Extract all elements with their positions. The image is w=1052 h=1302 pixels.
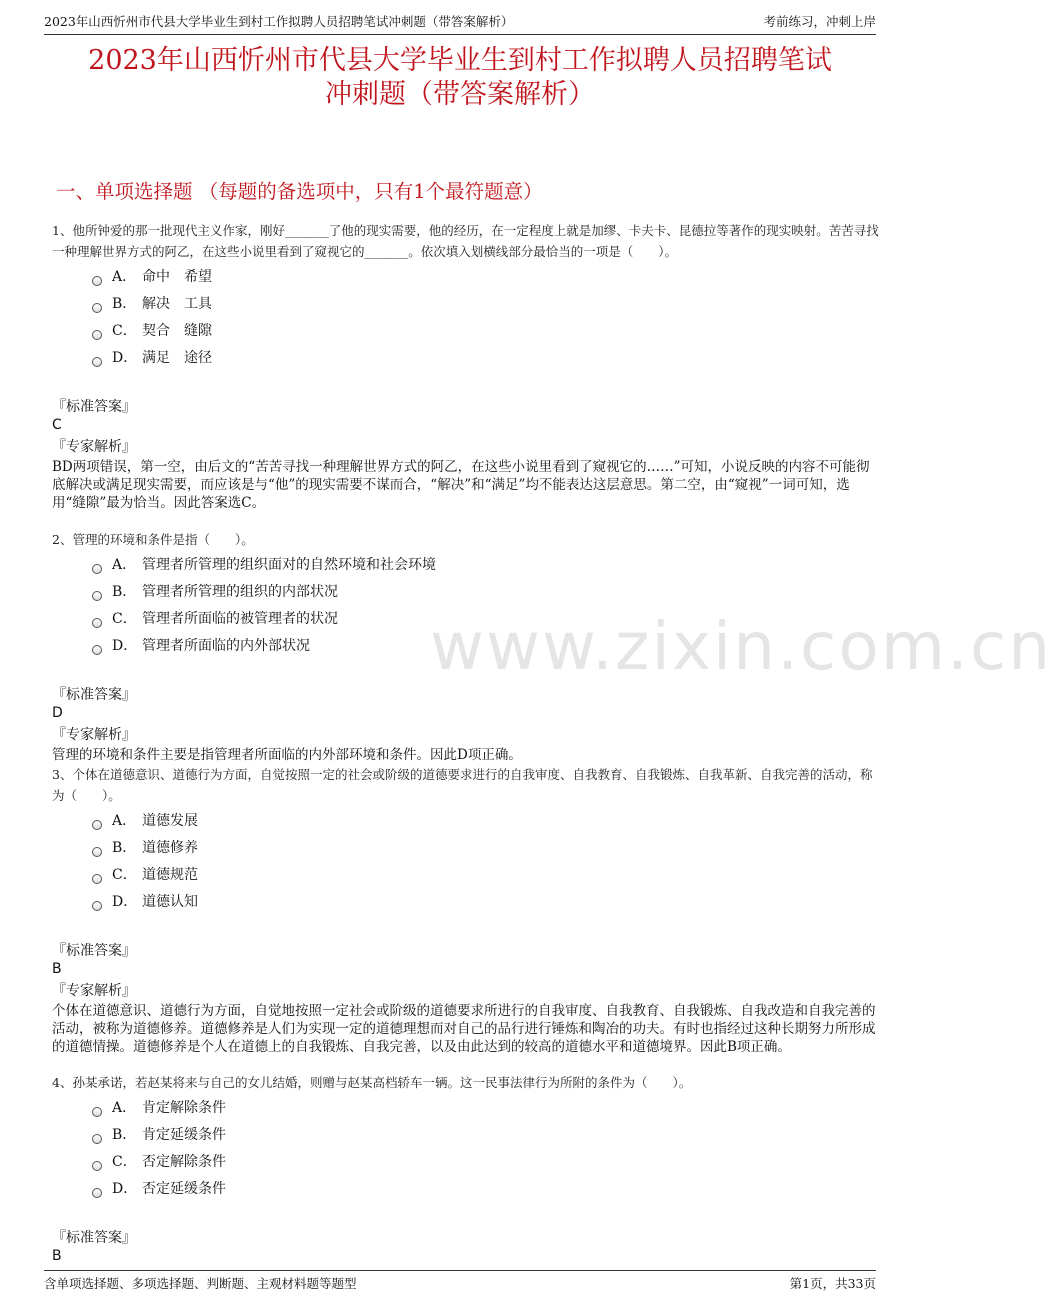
option-label: D．: [112, 1181, 138, 1197]
radio-icon[interactable]: [92, 1188, 102, 1198]
explanation-heading: 『专家解析』: [52, 727, 136, 743]
option-a[interactable]: [92, 552, 882, 579]
option-label: A．: [112, 557, 137, 573]
radio-icon[interactable]: [92, 901, 102, 911]
option-label: B．: [112, 840, 137, 856]
question-3: [52, 764, 882, 1056]
option-b[interactable]: [92, 1122, 882, 1149]
question-text: 1、他所钟爱的那一批现代主义作家，刚好_______了他的现实需要，他的经历，在一定程度上就是加缪、卡夫卡、昆德拉等著作的现实映射。苦苦寻找一种理解世界方式的阿乙，在这些小说里看到了窥视它的_______。依次填入划横线部分最恰当的一项是（ ）。: [52, 223, 879, 259]
watermark: www.zixin.com.cn: [430, 608, 1052, 685]
answer-heading: 『标准答案』: [52, 399, 136, 415]
explanation-heading: 『专家解析』: [52, 439, 136, 455]
option-text: 道德发展: [142, 813, 198, 829]
option-a[interactable]: [92, 1095, 882, 1122]
option-text: 道德认知: [142, 894, 198, 910]
radio-icon[interactable]: [92, 591, 102, 601]
option-b[interactable]: [92, 835, 882, 862]
question-1: [52, 220, 882, 512]
explanation-heading: 『专家解析』: [52, 983, 136, 999]
radio-icon[interactable]: [92, 1107, 102, 1117]
radio-icon[interactable]: [92, 820, 102, 830]
option-list: [92, 264, 882, 372]
option-d[interactable]: [92, 1176, 882, 1203]
option-label: D．: [112, 894, 138, 910]
radio-icon[interactable]: [92, 874, 102, 884]
answer-value: B: [52, 961, 62, 977]
option-label: D．: [112, 350, 138, 366]
option-label: C．: [112, 867, 137, 883]
option-c[interactable]: [92, 1149, 882, 1176]
option-text: 肯定解除条件: [142, 1100, 226, 1116]
radio-icon[interactable]: [92, 847, 102, 857]
footer-question-types: 含单项选择题、多项选择题、判断题、主观材料题等题型: [44, 1276, 357, 1291]
radio-icon[interactable]: [92, 330, 102, 340]
option-label: A．: [112, 269, 137, 285]
option-b[interactable]: [92, 579, 882, 606]
option-label: B．: [112, 1127, 137, 1143]
option-a[interactable]: [92, 264, 882, 291]
option-text: 道德规范: [142, 867, 198, 883]
option-label: D．: [112, 638, 138, 654]
explanation-text: 个体在道德意识、道德行为方面，自觉地按照一定社会或阶级的道德要求所进行的自我审度、自我教育、自我锻炼、自我改造和自我完善的活动，被称为道德修养。道德修养是人们为实现一定的道德理想而对自己的品行进行锤炼和陶冶的功夫。有时也指经过这种长期努力所形成的道德情操。道德修养是个人在道德上的自我锻炼、自我完善，以及由此达到的较高的道德水平和道德境界。因此B项正确。: [52, 1003, 876, 1055]
page-title: [40, 44, 880, 112]
option-label: C．: [112, 1154, 137, 1170]
option-d[interactable]: [92, 633, 882, 660]
option-text: 命中 希望: [142, 269, 212, 285]
radio-icon[interactable]: [92, 1161, 102, 1171]
option-d[interactable]: [92, 345, 882, 372]
page-footer: [44, 1270, 876, 1291]
radio-icon[interactable]: [92, 1134, 102, 1144]
option-text: 契合 缝隙: [142, 323, 212, 339]
page-title-line1: 2023年山西忻州市代县大学毕业生到村工作拟聘人员招聘笔试: [88, 45, 832, 76]
option-b[interactable]: [92, 291, 882, 318]
answer-heading: 『标准答案』: [52, 687, 136, 703]
answer-value: D: [52, 705, 63, 721]
section-heading: 一、单项选择题 （每题的备选项中，只有1个最符题意）: [56, 180, 543, 203]
option-list: [92, 552, 882, 660]
option-a[interactable]: [92, 808, 882, 835]
answer-heading: 『标准答案』: [52, 1230, 136, 1246]
explanation-text: BD两项错误，第一空，由后文的“苦苦寻找一种理解世界方式的阿乙，在这些小说里看到了窥视它的……”可知，小说反映的内容不可能彻底解决或满足现实需要，而应该是与“他”的现实需要不谋而合，“解决”和“满足”均不能表达这层意思。第二空，由“窥视”一词可知，选用“缝隙”最为恰当。因此答案选C。: [52, 459, 870, 511]
option-text: 管理者所面临的被管理者的状况: [142, 611, 338, 627]
option-c[interactable]: [92, 862, 882, 889]
question-text: 4、孙某承诺，若赵某将来与自己的女儿结婚，则赠与赵某高档轿车一辆。这一民事法律行为所附的条件为（ ）。: [52, 1075, 692, 1090]
option-text: 管理者所管理的组织面对的自然环境和社会环境: [142, 557, 436, 573]
page-title-line2: 冲刺题（带答案解析）: [325, 79, 595, 110]
option-label: C．: [112, 323, 137, 339]
radio-icon[interactable]: [92, 357, 102, 367]
option-list: [92, 808, 882, 916]
explanation-text: 管理的环境和条件主要是指管理者所面临的内外部环境和条件。因此D项正确。: [52, 747, 522, 763]
option-c[interactable]: [92, 606, 882, 633]
header-doc-title: 2023年山西忻州市代县大学毕业生到村工作拟聘人员招聘笔试冲刺题（带答案解析）: [44, 14, 514, 29]
header-slogan: 考前练习，冲刺上岸: [763, 14, 876, 29]
footer-page-number: 第1页，共33页: [789, 1276, 876, 1291]
answer-value: C: [52, 417, 62, 433]
option-text: 道德修养: [142, 840, 198, 856]
radio-icon[interactable]: [92, 618, 102, 628]
answer-heading: 『标准答案』: [52, 943, 136, 959]
option-text: 管理者所管理的组织的内部状况: [142, 584, 338, 600]
question-text: 3、个体在道德意识、道德行为方面，自觉按照一定的社会或阶级的道德要求进行的自我审度、自我教育、自我锻炼、自我革新、自我完善的活动，称为（ ）。: [52, 767, 873, 803]
option-text: 管理者所面临的内外部状况: [142, 638, 310, 654]
option-text: 否定延缓条件: [142, 1181, 226, 1197]
radio-icon[interactable]: [92, 645, 102, 655]
option-c[interactable]: [92, 318, 882, 345]
option-text: 满足 途径: [142, 350, 212, 366]
option-label: A．: [112, 1100, 137, 1116]
question-4: [52, 1072, 882, 1265]
option-label: B．: [112, 584, 137, 600]
page-header: [44, 0, 876, 35]
option-label: B．: [112, 296, 137, 312]
radio-icon[interactable]: [92, 303, 102, 313]
answer-value: B: [52, 1248, 62, 1264]
option-text: 肯定延缓条件: [142, 1127, 226, 1143]
option-d[interactable]: [92, 889, 882, 916]
question-2: [52, 529, 882, 764]
option-label: A．: [112, 813, 137, 829]
question-text: 2、管理的环境和条件是指（ ）。: [52, 532, 254, 547]
option-text: 解决 工具: [142, 296, 212, 312]
option-text: 否定解除条件: [142, 1154, 226, 1170]
radio-icon[interactable]: [92, 564, 102, 574]
option-label: C．: [112, 611, 137, 627]
radio-icon[interactable]: [92, 276, 102, 286]
option-list: [92, 1095, 882, 1203]
